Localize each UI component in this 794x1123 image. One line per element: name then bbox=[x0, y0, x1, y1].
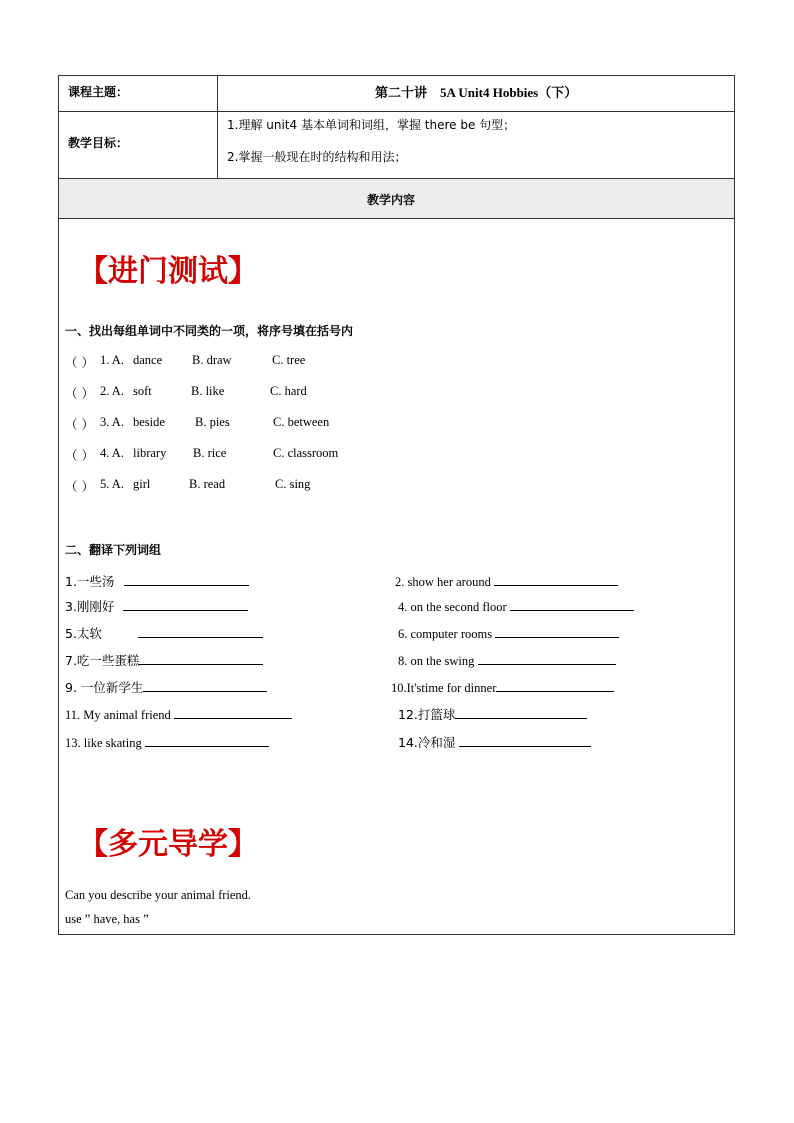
option-b: B. draw bbox=[192, 353, 232, 367]
option-a: girl bbox=[133, 477, 151, 491]
lesson-table bbox=[58, 75, 735, 935]
option-c: C. between bbox=[273, 415, 330, 429]
answer-blank[interactable] bbox=[455, 705, 587, 719]
part1-title: 一、找出每组单词中不同类的一项，将序号填在括号内 bbox=[65, 324, 354, 338]
answer-blank[interactable] bbox=[138, 624, 263, 638]
option-c: C. classroom bbox=[273, 446, 339, 460]
goal-label: 教学目标： bbox=[68, 136, 129, 150]
option-c: C. hard bbox=[270, 384, 307, 398]
phrase-8: 8. on the swing bbox=[398, 651, 616, 669]
guided-learning-heading: 【多元导学】 bbox=[78, 827, 258, 862]
answer-blank[interactable] bbox=[145, 733, 269, 747]
answer-blank[interactable] bbox=[139, 651, 263, 665]
phrase-9: 9. 一位新学生 bbox=[65, 678, 267, 696]
phrase-4: 4. on the second floor bbox=[398, 597, 634, 615]
question-number: 1. A. bbox=[100, 353, 124, 367]
guide-line-2: use ” have, has ” bbox=[65, 912, 149, 926]
answer-blank[interactable] bbox=[478, 651, 616, 665]
answer-blank[interactable] bbox=[124, 572, 249, 586]
part2-title: 二、翻译下列词组 bbox=[65, 543, 162, 557]
answer-blank[interactable] bbox=[510, 597, 634, 611]
option-a: dance bbox=[133, 353, 163, 367]
phrase-6: 6. computer rooms bbox=[398, 624, 619, 642]
answer-bracket[interactable]: （ ） bbox=[65, 386, 94, 401]
goal-2: 2.掌握一般现在时的结构和用法； bbox=[227, 150, 407, 164]
content-label: 教学内容 bbox=[367, 193, 416, 207]
option-c: C. tree bbox=[272, 353, 306, 367]
phrase-2: 2. show her around bbox=[395, 572, 618, 590]
guide-line-1: Can you describe your animal friend. bbox=[65, 888, 252, 902]
row-divider bbox=[59, 218, 734, 219]
option-b: B. like bbox=[191, 384, 225, 398]
phrase-14: 14.冷和湿 bbox=[398, 733, 591, 751]
answer-bracket[interactable]: （ ） bbox=[65, 448, 94, 463]
answer-blank[interactable] bbox=[143, 678, 267, 692]
phrase-7: 7.吃一些蛋糕 bbox=[65, 651, 263, 669]
phrase-10: 10.It'stime for dinner bbox=[391, 678, 614, 696]
phrase-3: 3.刚刚好 bbox=[65, 597, 248, 615]
topic-label: 课程主题： bbox=[68, 85, 129, 99]
answer-blank[interactable] bbox=[496, 678, 614, 692]
answer-blank[interactable] bbox=[174, 705, 292, 719]
question-number: 4. A. bbox=[100, 446, 124, 460]
answer-bracket[interactable]: （ ） bbox=[65, 479, 94, 494]
option-a: beside bbox=[133, 415, 165, 429]
column-divider bbox=[217, 76, 218, 178]
answer-bracket[interactable]: （ ） bbox=[65, 417, 94, 432]
option-c: C. sing bbox=[275, 477, 311, 491]
question-number: 3. A. bbox=[100, 415, 124, 429]
answer-blank[interactable] bbox=[123, 597, 248, 611]
option-b: B. rice bbox=[193, 446, 227, 460]
phrase-1: 1.一些汤 bbox=[65, 572, 249, 590]
phrase-5: 5.太软 bbox=[65, 624, 263, 642]
option-a: library bbox=[133, 446, 167, 460]
answer-blank[interactable] bbox=[495, 624, 619, 638]
goal-1: 1.理解 unit4 基本单词和词组，掌握 there be 句型； bbox=[227, 118, 516, 132]
question-number: 5. A. bbox=[100, 477, 124, 491]
phrase-11: 11. My animal friend bbox=[65, 705, 292, 723]
row-divider bbox=[59, 111, 734, 112]
answer-blank[interactable] bbox=[494, 572, 618, 586]
phrase-13: 13. like skating bbox=[65, 733, 269, 751]
option-b: B. pies bbox=[195, 415, 230, 429]
option-a: soft bbox=[133, 384, 152, 398]
question-number: 2. A. bbox=[100, 384, 124, 398]
phrase-12: 12.打篮球 bbox=[398, 705, 587, 723]
answer-bracket[interactable]: （ ） bbox=[65, 355, 94, 370]
entry-test-heading: 【进门测试】 bbox=[78, 254, 258, 289]
topic-value: 第二十讲 5A Unit4 Hobbies（下） bbox=[375, 85, 578, 100]
answer-blank[interactable] bbox=[459, 733, 591, 747]
option-b: B. read bbox=[189, 477, 226, 491]
